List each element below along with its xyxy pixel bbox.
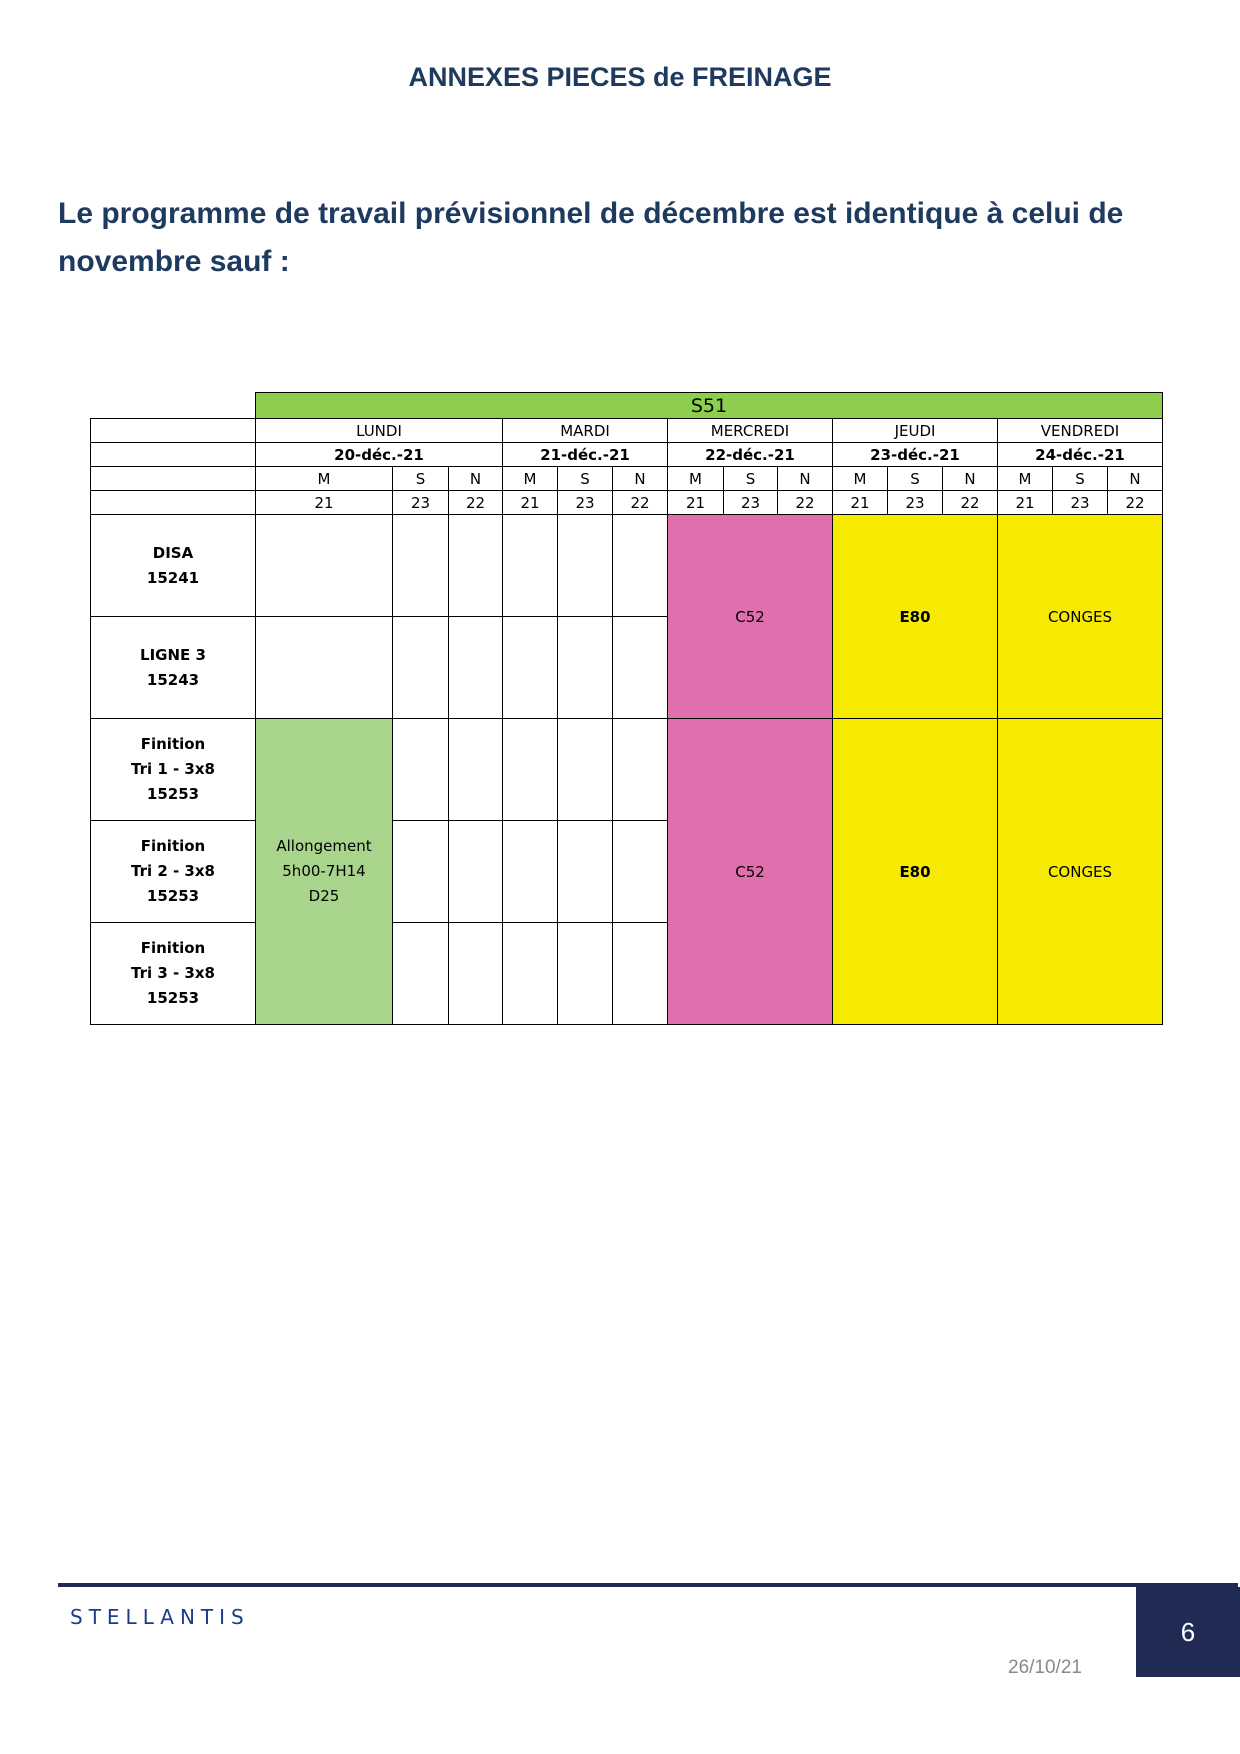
shift-code-cell: S (393, 467, 449, 491)
empty-cell (449, 821, 503, 923)
stellantis-logo: STELLANTIS (70, 1605, 250, 1629)
row-label-finition-tri1: Finition Tri 1 - 3x8 15253 (91, 719, 256, 821)
week-label: S51 (256, 393, 1163, 419)
day-name-row (91, 419, 1163, 443)
empty-cell (393, 515, 449, 617)
empty-cell (503, 719, 558, 821)
empty-cell (503, 617, 558, 719)
row-finition-tri1 (91, 719, 1163, 821)
shift-number-cell: 23 (558, 491, 613, 515)
page-title: ANNEXES PIECES de FREINAGE (408, 62, 832, 92)
shift-code-cell: N (778, 467, 833, 491)
shift-code-cell: N (449, 467, 503, 491)
row-label-finition-tri2: Finition Tri 2 - 3x8 15253 (91, 821, 256, 923)
empty-cell (449, 617, 503, 719)
day-name-lundi: LUNDI (256, 419, 503, 443)
empty-cell (558, 821, 613, 923)
empty-cell (613, 923, 668, 1025)
shift-code-cell: M (256, 467, 393, 491)
empty-cell (503, 515, 558, 617)
shift-number-cell: 21 (998, 491, 1053, 515)
schedule-table (90, 392, 1163, 1025)
intro-text: Le programme de travail prévisionnel de décembre est identique à celui de novembre sauf : (58, 197, 1124, 278)
empty-cell (449, 923, 503, 1025)
footer-divider (58, 1583, 1238, 1587)
shift-number-cell: 22 (943, 491, 998, 515)
empty-cell (449, 719, 503, 821)
shift-code-cell: M (503, 467, 558, 491)
shift-code-cell: N (613, 467, 668, 491)
day-date-mercredi: 22-déc.-21 (668, 443, 833, 467)
shift-code-cell: S (1053, 467, 1108, 491)
day-name-jeudi: JEUDI (833, 419, 998, 443)
shift-number-cell: 22 (1108, 491, 1163, 515)
shift-code-cell: M (668, 467, 724, 491)
shift-number-cell: 21 (668, 491, 724, 515)
shift-number-row (91, 491, 1163, 515)
shift-number-cell: 22 (449, 491, 503, 515)
row-label-finition-tri3: Finition Tri 3 - 3x8 15253 (91, 923, 256, 1025)
blank-header-cell (91, 443, 256, 467)
shift-number-cell: 23 (1053, 491, 1108, 515)
block-c52-bottom: C52 (668, 719, 833, 1025)
block-c52-top: C52 (668, 515, 833, 719)
shift-number-cell: 21 (503, 491, 558, 515)
page-number: 6 (1136, 1587, 1240, 1677)
shift-number-cell: 21 (256, 491, 393, 515)
block-e80-bottom: E80 (833, 719, 998, 1025)
empty-cell (393, 719, 449, 821)
blank-header-cell (91, 419, 256, 443)
block-e80-top: E80 (833, 515, 998, 719)
shift-code-cell: N (943, 467, 998, 491)
shift-number-cell: 23 (888, 491, 943, 515)
empty-cell (558, 515, 613, 617)
block-allongement: Allongement 5h00-7H14 D25 (256, 719, 393, 1025)
empty-cell (613, 821, 668, 923)
shift-number-cell: 23 (393, 491, 449, 515)
empty-cell (393, 617, 449, 719)
empty-cell (613, 719, 668, 821)
day-name-vendredi: VENDREDI (998, 419, 1163, 443)
shift-code-cell: S (888, 467, 943, 491)
empty-cell (558, 923, 613, 1025)
day-date-vendredi: 24-déc.-21 (998, 443, 1163, 467)
day-date-jeudi: 23-déc.-21 (833, 443, 998, 467)
empty-cell (558, 719, 613, 821)
day-name-mercredi: MERCREDI (668, 419, 833, 443)
empty-cell (393, 821, 449, 923)
shift-code-cell: M (833, 467, 888, 491)
corner-blank (91, 393, 256, 419)
week-row (91, 393, 1163, 419)
shift-number-cell: 22 (778, 491, 833, 515)
row-label-disa: DISA 15241 (91, 515, 256, 617)
day-name-mardi: MARDI (503, 419, 668, 443)
row-disa (91, 515, 1163, 617)
blank-header-cell (91, 491, 256, 515)
empty-cell (613, 515, 668, 617)
shift-code-cell: S (558, 467, 613, 491)
empty-cell (503, 821, 558, 923)
empty-cell (449, 515, 503, 617)
block-conges-bottom: CONGES (998, 719, 1163, 1025)
empty-cell (558, 617, 613, 719)
day-date-row (91, 443, 1163, 467)
day-date-lundi: 20-déc.-21 (256, 443, 503, 467)
empty-cell (503, 923, 558, 1025)
shift-code-cell: N (1108, 467, 1163, 491)
shift-code-cell: M (998, 467, 1053, 491)
footer-date: 26/10/21 (1008, 1657, 1082, 1678)
shift-number-cell: 22 (613, 491, 668, 515)
block-conges-top: CONGES (998, 515, 1163, 719)
empty-cell (256, 617, 393, 719)
empty-cell (393, 923, 449, 1025)
empty-cell (613, 617, 668, 719)
blank-header-cell (91, 467, 256, 491)
shift-code-row (91, 467, 1163, 491)
day-date-mardi: 21-déc.-21 (503, 443, 668, 467)
row-label-ligne3: LIGNE 3 15243 (91, 617, 256, 719)
shift-number-cell: 21 (833, 491, 888, 515)
empty-cell (256, 515, 393, 617)
shift-number-cell: 23 (724, 491, 778, 515)
shift-code-cell: S (724, 467, 778, 491)
